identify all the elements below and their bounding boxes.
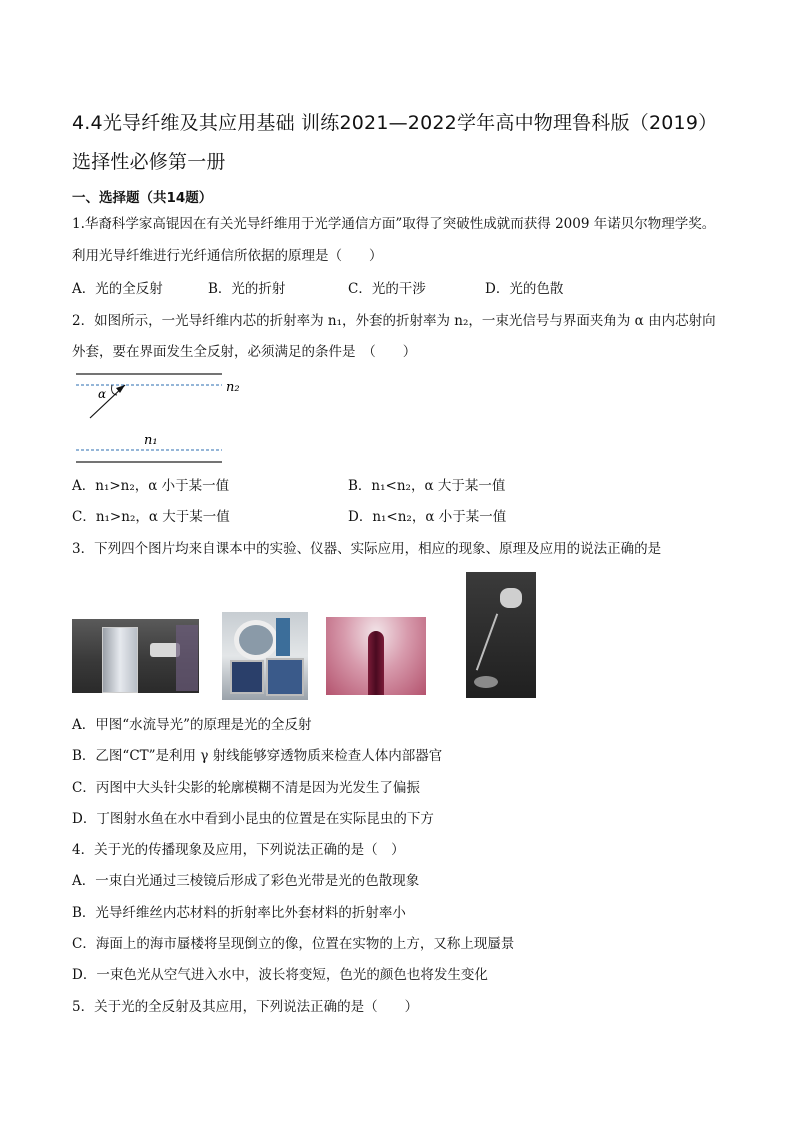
q4-option-c: C．海面上的海市蜃楼将呈现倒立的像，位置在实物的上方，又称上现蜃景	[72, 936, 515, 952]
optical-fiber-diagram	[72, 366, 252, 466]
q3-text-line1: 3．下列四个图片均来自课本中的实验、仪器、实际应用，相应的现象、原理及应用的说法正确的是	[72, 541, 662, 557]
q1-option-a: A．光的全反射	[72, 281, 163, 297]
section-heading: 一、选择题（共14题）	[72, 190, 213, 206]
photo-water-light-guide	[72, 619, 199, 693]
q2-text-line2: 外套，要在界面发生全反射，必须满足的条件是 （ ）	[72, 344, 417, 360]
q1-text-line2: 利用光导纤维进行光纤通信所依据的原理是（ ）	[72, 248, 383, 264]
fig-label-n2: n₂	[226, 380, 240, 395]
fig-label-n1: n₁	[144, 433, 158, 448]
q4-option-a: A．一束白光通过三棱镜后形成了彩色光带是光的色散现象	[72, 873, 420, 889]
doc-title-line2: 选择性必修第一册	[72, 151, 226, 173]
photo-pin-shadow	[326, 617, 426, 695]
q2-option-d: D．n₁<n₂，α 小于某一值	[348, 509, 507, 525]
q3-option-b: B．乙图“CT”是利用 γ 射线能够穿透物质来检查人体内部器官	[72, 748, 443, 764]
q1-text-line1: 1.华裔科学家高锟因在有关光导纤维用于光学通信方面”取得了突破性成就而获得 2009 年诺贝尔物理学奖。	[72, 216, 716, 232]
q2-option-b: B．n₁<n₂，α 大于某一值	[348, 478, 506, 494]
q4-option-b: B．光导纤维丝内芯材料的折射率比外套材料的折射率小	[72, 905, 406, 921]
q4-text-line1: 4．关于光的传播现象及应用，下列说法正确的是（ ）	[72, 842, 405, 858]
q2-option-a: A．n₁>n₂，α 小于某一值	[72, 478, 230, 494]
q1-option-c: C．光的干涉	[348, 281, 426, 297]
q1-option-b: B．光的折射	[208, 281, 286, 297]
q5-text-line1: 5．关于光的全反射及其应用，下列说法正确的是（ ）	[72, 999, 419, 1015]
photo-archer-fish	[466, 572, 536, 698]
photo-ct-scanner	[222, 612, 308, 700]
doc-title-line1: 4.4光导纤维及其应用基础 训练2021—2022学年高中物理鲁科版（2019）	[72, 112, 718, 134]
fig-label-alpha: α	[98, 387, 107, 401]
q3-option-c: C．丙图中大头针尖影的轮廓模糊不清是因为光发生了偏振	[72, 780, 420, 796]
q1-option-d: D．光的色散	[485, 281, 564, 297]
q3-option-d: D．丁图射水鱼在水中看到小昆虫的位置是在实际昆虫的下方	[72, 811, 434, 827]
q3-option-a: A．甲图“水流导光”的原理是光的全反射	[72, 717, 312, 733]
q2-option-c: C．n₁>n₂，α 大于某一值	[72, 509, 230, 525]
q2-text-line1: 2．如图所示，一光导纤维内芯的折射率为 n₁，外套的折射率为 n₂，一束光信号与界面夹角为 α 由内芯射向	[72, 313, 716, 329]
q4-option-d: D．一束色光从空气进入水中，波长将变短，色光的颜色也将发生变化	[72, 967, 488, 983]
